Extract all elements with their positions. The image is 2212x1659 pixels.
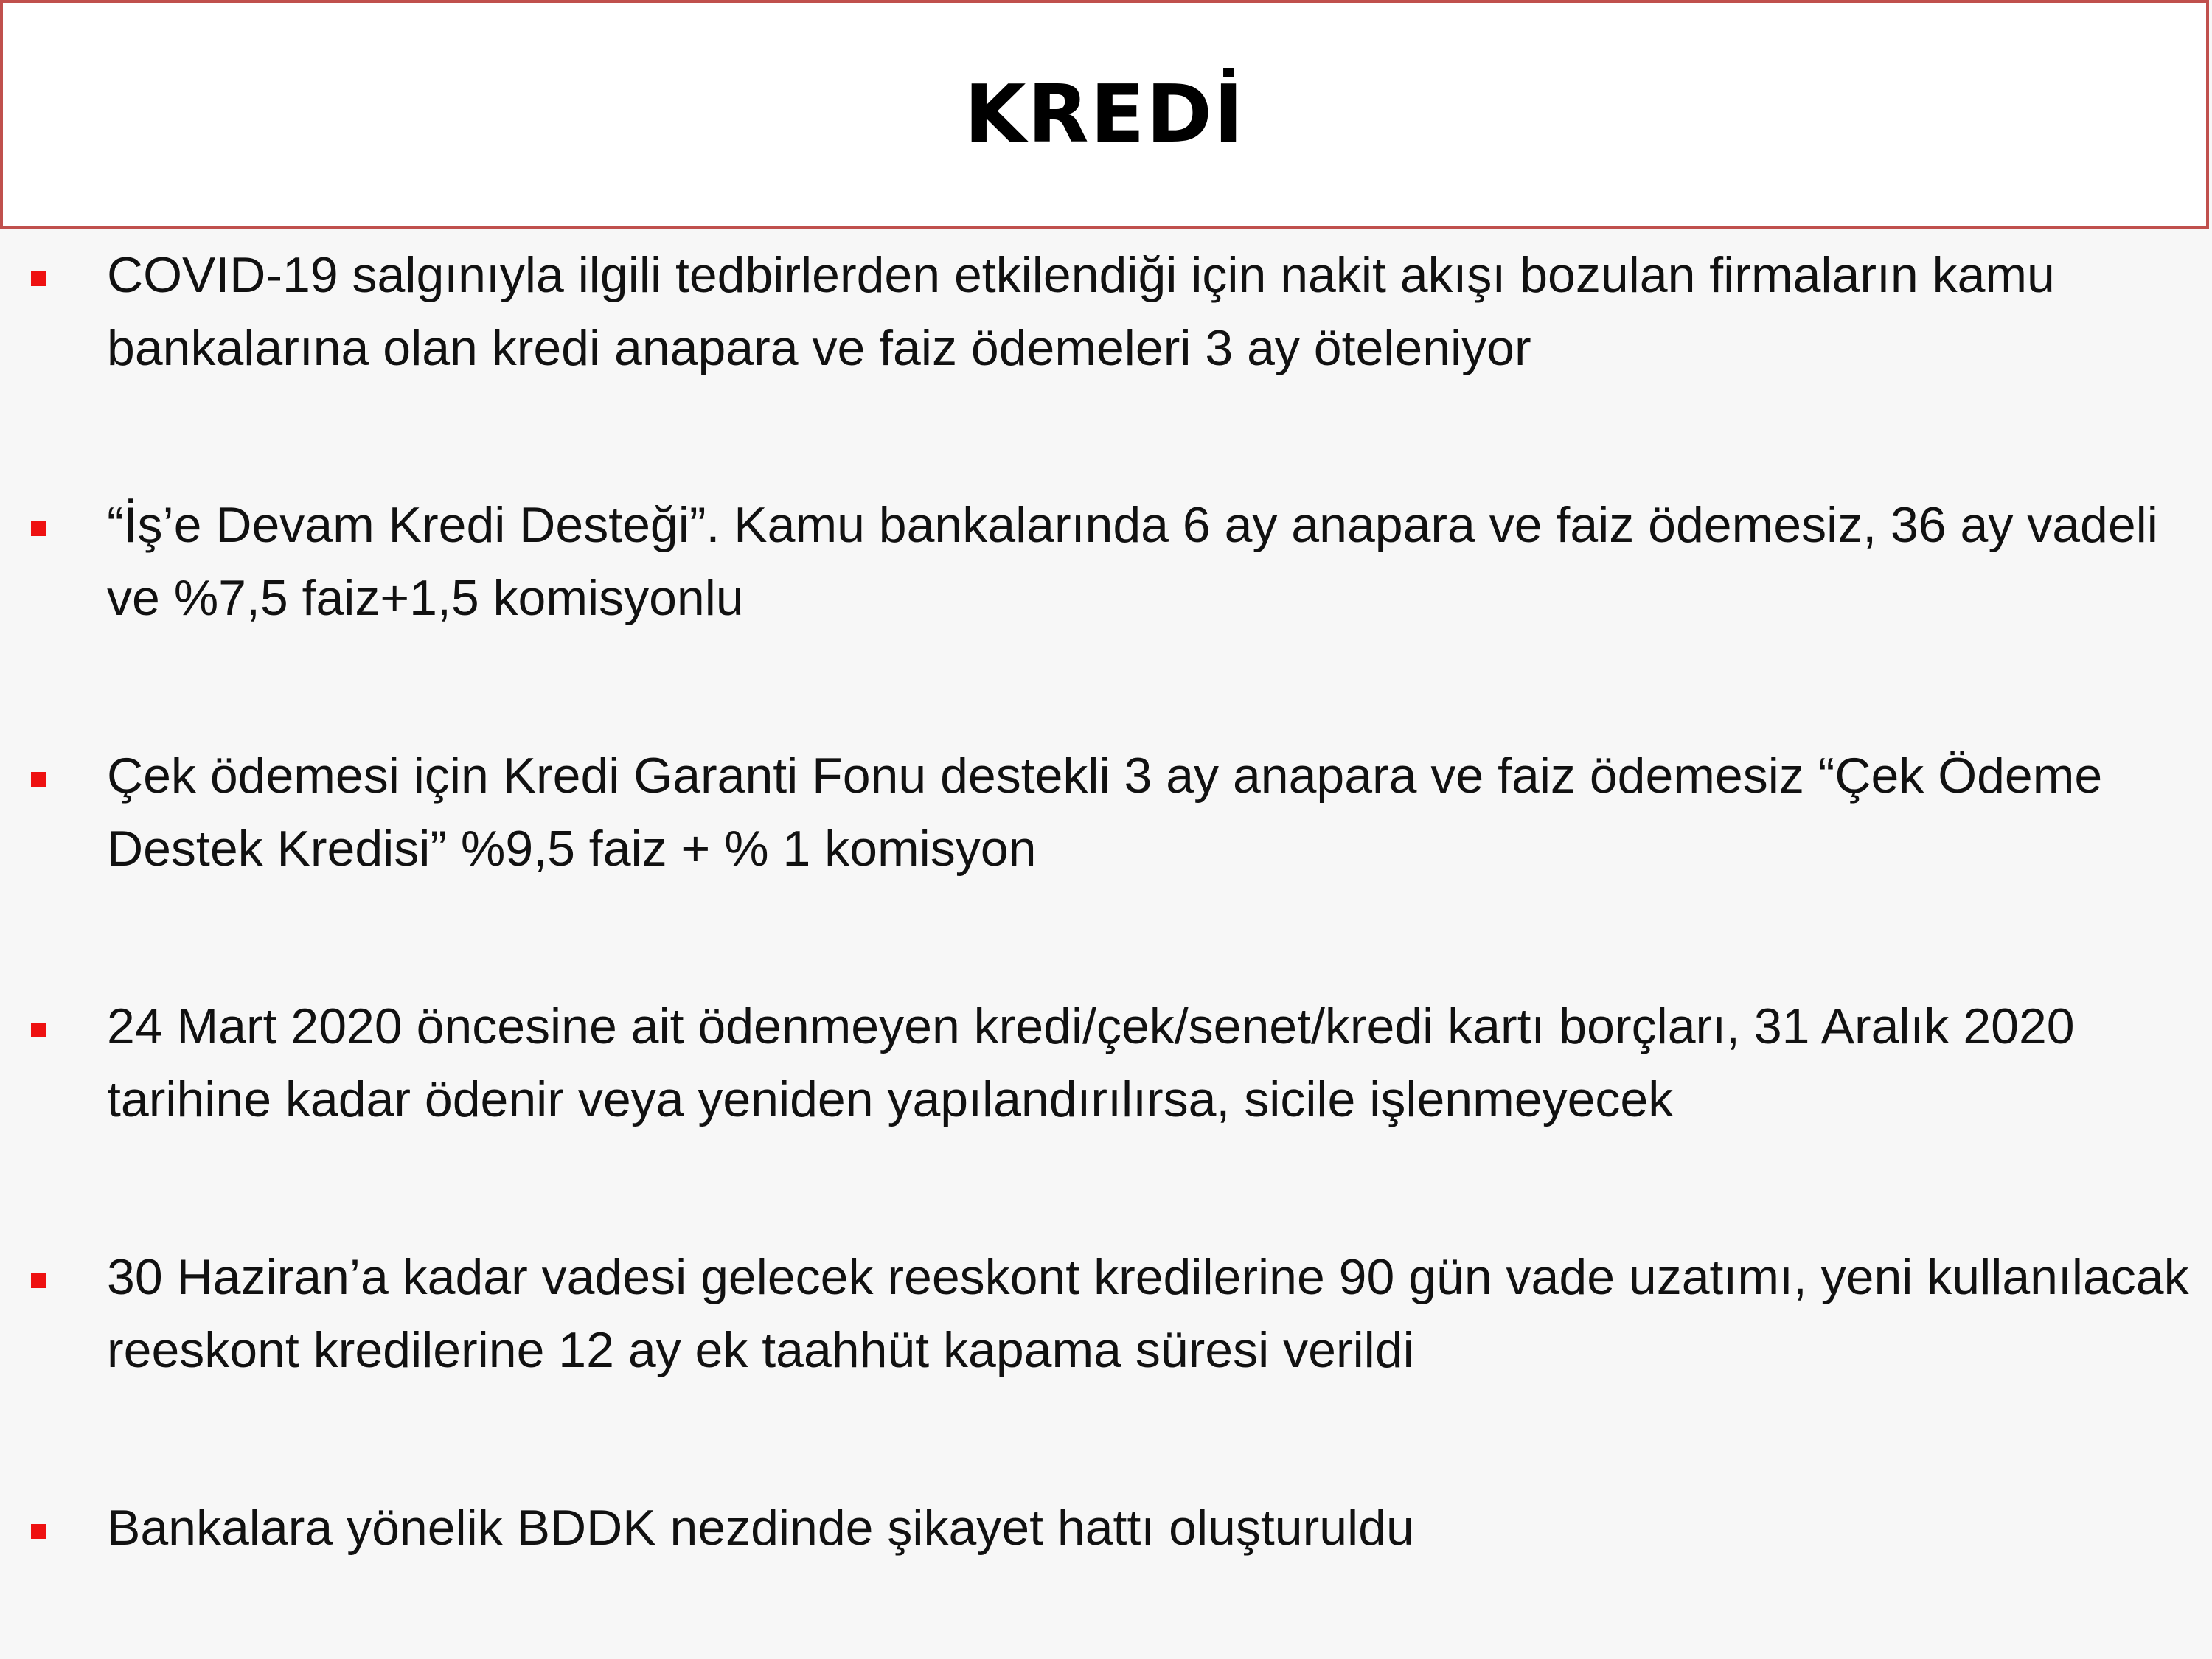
bullet-text: Bankalara yönelik BDDK nezdinde şikayet hattı oluşturuldu (107, 1500, 1414, 1556)
bullet-text: “İş’e Devam Kredi Desteği”. Kamu bankalarında 6 ay anapara ve faiz ödemesiz, 36 ay vadeli ve %7,5 faiz+1,5 komisyonlu (107, 497, 2158, 626)
square-bullet-icon (31, 772, 46, 787)
slide-title: KREDİ (964, 68, 1245, 161)
square-bullet-icon (31, 521, 46, 536)
square-bullet-icon (31, 1524, 46, 1539)
bullet-text: 30 Haziran’a kadar vadesi gelecek reeskont kredilerine 90 gün vade uzatımı, yeni kullanılacak reeskont kredilerine 12 ay ek taahhüt kapama süresi verildi (107, 1249, 2189, 1378)
bullet-text: 24 Mart 2020 öncesine ait ödenmeyen kredi/çek/senet/kredi kartı borçları, 31 Aralık 2020 tarihine kadar ödenir veya yeniden yapılandırılırsa, sicile işlenmeyecek (107, 998, 2075, 1127)
square-bullet-icon (31, 1273, 46, 1288)
bullet-text: Çek ödemesi için Kredi Garanti Fonu destekli 3 ay anapara ve faiz ödemesiz “Çek Ödeme Destek Kredisi” %9,5 faiz + % 1 komisyon (107, 748, 2103, 877)
square-bullet-icon (31, 271, 46, 286)
bullet-text: COVID-19 salgınıyla ilgili tedbirlerden etkilendiği için nakit akışı bozulan firmaların kamu bankalarına olan kredi anapara ve faiz ödemeleri 3 ay öteleniyor (107, 247, 2055, 376)
square-bullet-icon (31, 1023, 46, 1037)
